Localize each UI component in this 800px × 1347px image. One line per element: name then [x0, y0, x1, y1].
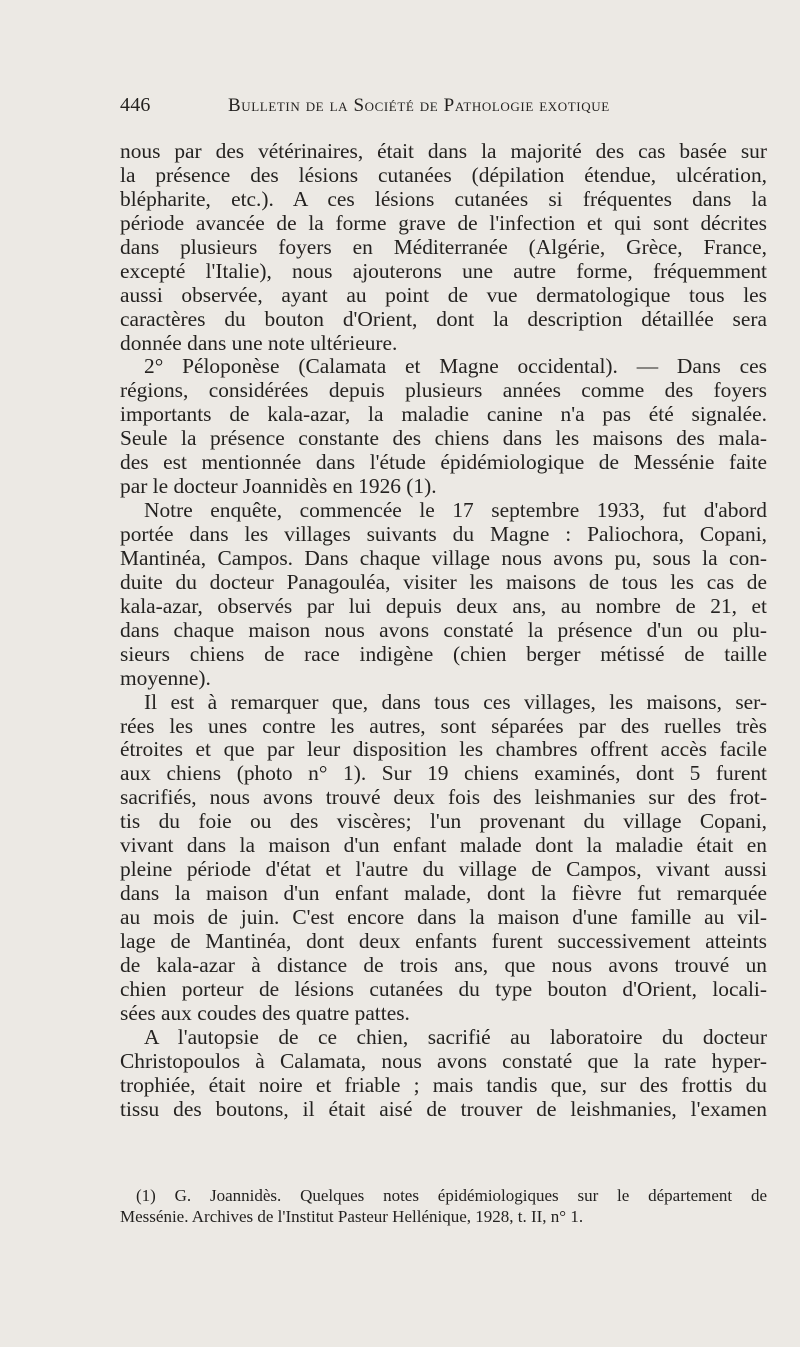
text-line: dans la maison d'un enfant malade, dont la fièvre fut remarquée [120, 881, 767, 906]
text-line: nous par des vétérinaires, était dans la majorité des cas basée sur [120, 139, 767, 163]
text-line: sées aux coudes des quatre pattes. [120, 1000, 410, 1025]
body-text [120, 140, 767, 1121]
paragraph-start-line: Il est à remarquer que, dans tous ces villages, les maisons, ser- [144, 689, 767, 714]
text-line: Seule la présence constante des chiens dans les maisons des mala- [120, 426, 767, 451]
text-line: vivant dans la maison d'un enfant malade dont la maladie était en [120, 833, 767, 858]
text-line: période avancée de la forme grave de l'infection et qui sont décrites [120, 210, 767, 235]
text-line: de kala-azar à distance de trois ans, que nous avons trouvé un [120, 952, 767, 977]
text-line: par le docteur Joannidès en 1926 (1). [120, 474, 437, 499]
text-line: excepté l'Italie), nous ajouterons une autre forme, fréquemment [120, 258, 767, 283]
text-line: aussi observée, ayant au point de vue dermatologique tous les [120, 282, 767, 307]
text-line: donnée dans une note ultérieure. [120, 330, 398, 355]
footnote-line: Messénie. Archives de l'Institut Pasteur Hellénique, 1928, t. II, n° 1. [120, 1206, 584, 1226]
text-line: tissu des boutons, il était aisé de trouver de leishmanies, l'examen [120, 1096, 767, 1121]
text-line: Mantinéa, Campos. Dans chaque village nous avons pu, sous la con- [120, 545, 767, 570]
text-line: des est mentionnée dans l'étude épidémiologique de Messénie faite [120, 450, 767, 475]
text-line: duite du docteur Panagouléa, visiter les maisons de tous les cas de [120, 569, 767, 594]
text-line: sacrifiés, nous avons trouvé deux fois des leishmanies sur des frot- [120, 785, 767, 810]
text-line: kala-azar, observés par lui depuis deux ans, au nombre de 21, et [120, 593, 767, 618]
footnote [120, 1186, 767, 1227]
text-line: sieurs chiens de race indigène (chien berger métissé de taille [120, 641, 767, 666]
paragraph-start-line: Notre enquête, commencée le 17 septembre 1933, fut d'abord [144, 498, 767, 523]
text-line: blépharite, etc.). A ces lésions cutanées si fréquentes dans la [120, 186, 767, 211]
text-line: étroites et que par leur disposition les chambres offrent accès facile [120, 737, 767, 762]
text-line: aux chiens (photo n° 1). Sur 19 chiens examinés, dont 5 furent [120, 761, 767, 786]
text-line: dans plusieurs foyers en Méditerranée (Algérie, Grèce, France, [120, 234, 767, 259]
page-number: 446 [120, 94, 151, 116]
paragraph-start-line: A l'autopsie de ce chien, sacrifié au laboratoire du docteur [144, 1024, 767, 1049]
text-line: dans chaque maison nous avons constaté la présence d'un ou plu- [120, 617, 767, 642]
text-line: trophiée, était noire et friable ; mais tandis que, sur des frottis du [120, 1072, 767, 1097]
text-line: caractères du bouton d'Orient, dont la description détaillée sera [120, 306, 767, 331]
text-line: portée dans les villages suivants du Magne : Paliochora, Copani, [120, 522, 767, 546]
text-line: la présence des lésions cutanées (dépilation étendue, ulcération, [120, 162, 767, 187]
text-line: tis du foie ou des viscères; l'un provenant du village Copani, [120, 809, 767, 834]
running-header [120, 94, 768, 118]
text-line: chien porteur de lésions cutanées du type bouton d'Orient, locali- [120, 976, 767, 1001]
text-line: au mois de juin. C'est encore dans la maison d'une famille au vil- [120, 905, 767, 929]
text-line: Christopoulos à Calamata, nous avons constaté que la rate hyper- [120, 1048, 767, 1073]
journal-title: Bulletin de la Société de Pathologie exotique [228, 95, 610, 116]
footnote-line: (1) G. Joannidès. Quelques notes épidémiologiques sur le département de [136, 1186, 767, 1205]
text-line: importants de kala-azar, la maladie canine n'a pas été signalée. [120, 402, 767, 427]
text-line: pleine période d'état et l'autre du village de Campos, vivant aussi [120, 857, 767, 882]
text-line: régions, considérées depuis plusieurs années comme des foyers [120, 378, 767, 403]
section-heading-line: 2° Péloponèse (Calamata et Magne occidental). — Dans ces [144, 354, 767, 379]
text-line: lage de Mantinéa, dont deux enfants furent successivement atteints [120, 928, 767, 953]
text-line: rées les unes contre les autres, sont séparées par des ruelles très [120, 713, 767, 738]
text-line: moyenne). [120, 665, 211, 690]
